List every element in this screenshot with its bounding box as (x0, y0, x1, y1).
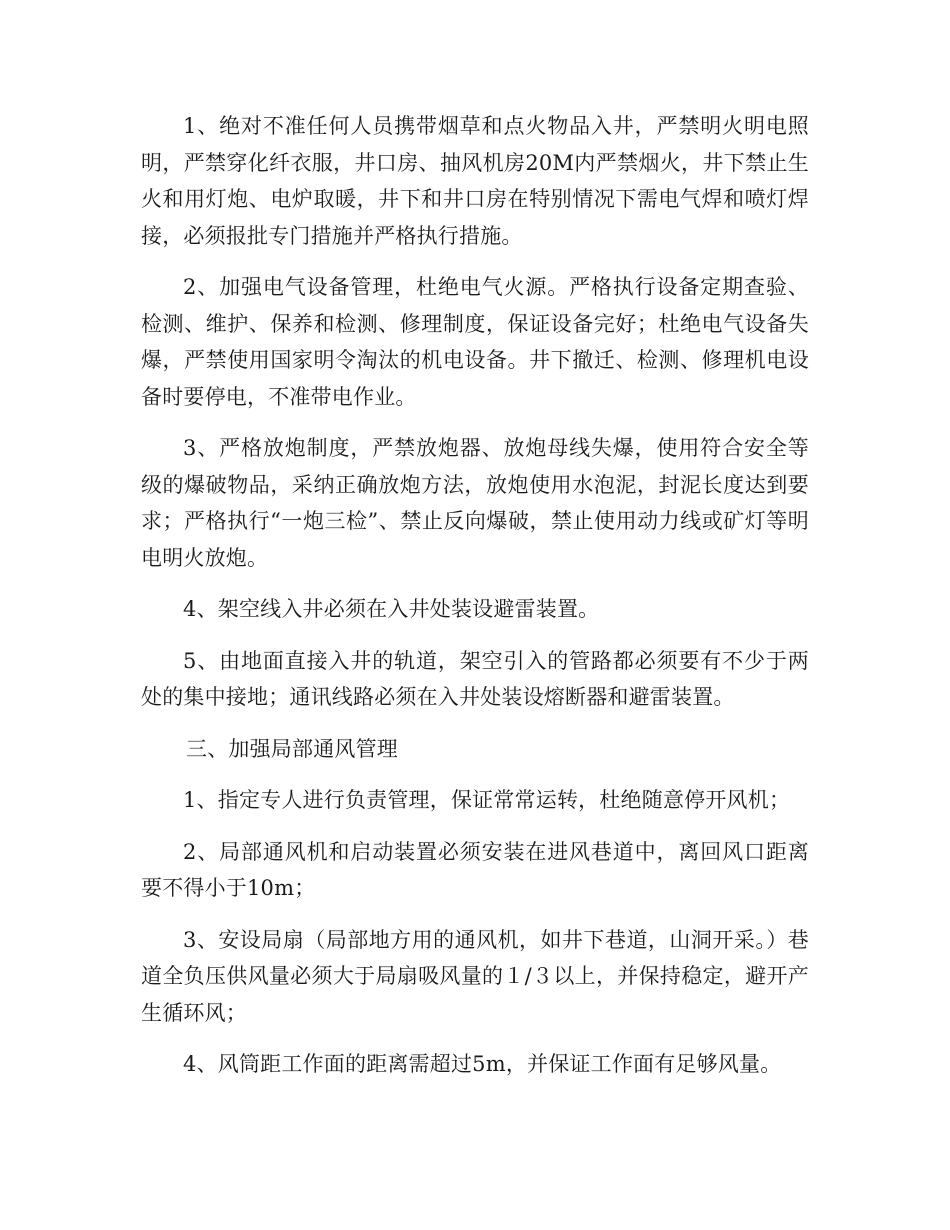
paragraph-duct-distance: 4、风筒距工作面的距离需超过5m，并保证工作面有足够风量。 (183, 1052, 782, 1076)
paragraph-dedicated-staff: 1、指定专人进行负责管理，保证常常运转，杜绝随意停开风机； (183, 788, 791, 812)
paragraph-fire-prohibition: 1、绝对不准任何人员携带烟草和点火物品入井，严禁明火明电照明，严禁穿化纤衣服，井口房、抽风机房20M内严禁烟火，井下禁止生火和用灯炮、电炉取暖，井下和井口房在特别情况下需电气焊和喷灯焊接，必须报批专门措施并严格执行措施。 (141, 114, 809, 248)
section-heading: 三、加强局部通风管理 (186, 736, 398, 761)
paragraph-fan-installation: 2、局部通风机和启动装置必须安装在进风巷道中，离回风口距离要不得小于10m； (141, 839, 809, 900)
paragraph-electrical-management: 2、加强电气设备管理，杜绝电气火源。严格执行设备定期查验、检测、维护、保养和检测、修理制度，保证设备完好；杜绝电气设备失爆，严禁使用国家明令淘汰的机电设备。井下撤迁、检测、修理机电设备时要停电，不准带电作业。 (141, 275, 809, 409)
paragraph-blasting-rules: 3、严格放炮制度，严禁放炮器、放炮母线失爆，使用符合安全等级的爆破物品，采纳正确放炮方法，放炮使用水泡泥，封泥长度达到要求；严格执行“一炮三检”、禁止反向爆破，禁止使用动力线或矿灯等明电明火放炮。 (141, 436, 809, 570)
paragraph-overhead-line-lightning: 4、架空线入井必须在入井处装设避雷装置。 (183, 597, 600, 621)
document-body (141, 108, 809, 1098)
paragraph-local-fan-airflow: 3、安设局扇（局部地方用的通风机，如井下巷道，山洞开采。）巷道全负压供风量必须大于局扇吸风量的１/３以上，并保持稳定，避开产生循环风； (141, 927, 809, 1025)
paragraph-grounding: 5、由地面直接入井的轨道，架空引入的管路都必须要有不少于两处的集中接地；通讯线路必须在入井处装设熔断器和避雷装置。 (141, 648, 809, 709)
